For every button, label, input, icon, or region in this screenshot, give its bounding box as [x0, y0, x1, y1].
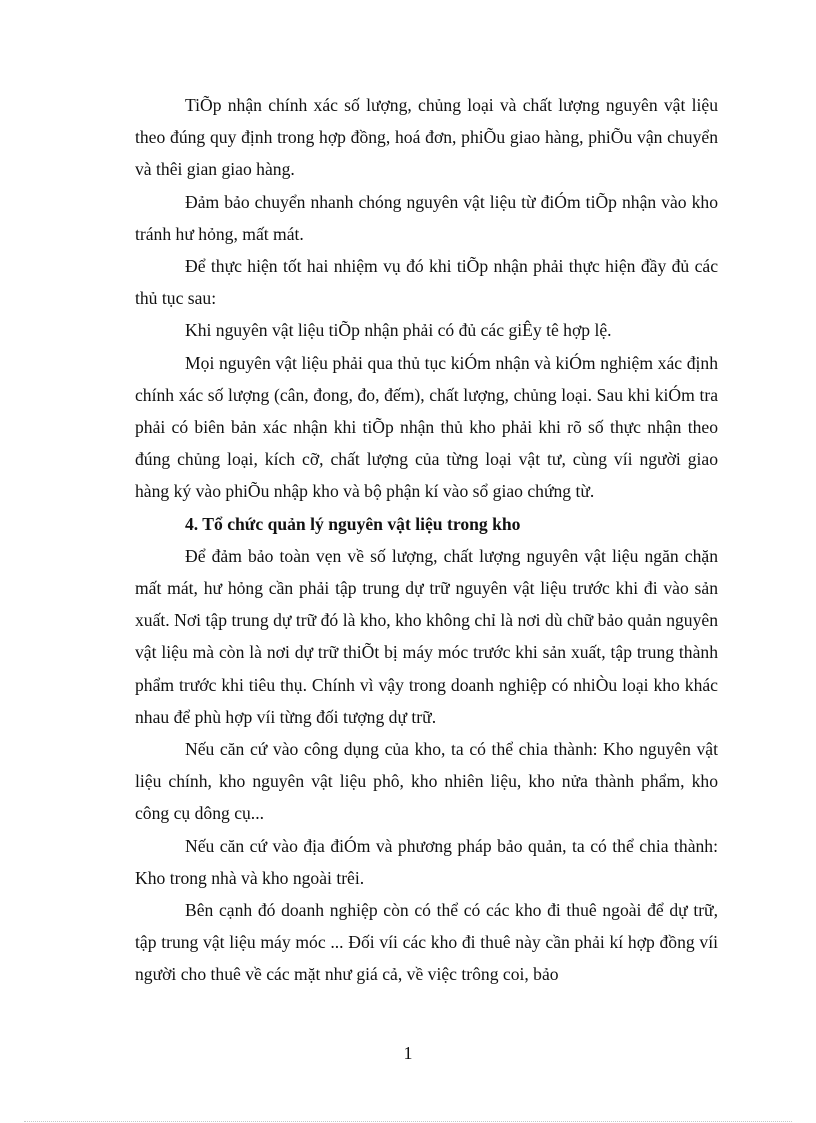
paragraph-receiving-accuracy: TiÕp nhận chính xác số lượng, chủng loại và chất lượng nguyên vật liệu theo đúng quy định trong hợp đồng, hoá đơn, phiÕu giao hàng, phiÕu vận chuyển và thêi gian giao hàng.	[135, 95, 718, 180]
paragraph-inspection: Mọi nguyên vật liệu phải qua thủ tục kiÓm nhận và kiÓm nghiệm xác định chính xác số lượng (cân, đong, đo, đếm), chất lượng, chủng loại. Sau khi kiÓm tra phải có biên bản xác nhận khi tiÕp nhận thủ kho phải khi rõ số thực nhận theo đúng chủng loại, kích cỡ, chất lượng của từng loại vật tư, cùng víi người giao hàng ký vào phiÕu nhập kho và bộ phận kí vào sổ giao chứng từ.	[135, 352, 718, 502]
paragraph-valid-documents: Khi nguyên vật liệu tiÕp nhận phải có đủ các giÊy tê hợp lệ.	[185, 320, 612, 341]
page-number: 1	[403, 1043, 413, 1063]
paragraph-procedures-intro: Để thực hiện tốt hai nhiệm vụ đó khi tiÕp nhận phải thực hiện đầy đủ các thủ tục sau:	[135, 256, 718, 309]
paragraph-warehouse-purpose: Để đảm bảo toàn vẹn về số lượng, chất lượng nguyên vật liệu ngăn chặn mất mát, hư hỏng cần phải tập trung dự trữ nguyên vật liệu trước khi đi vào sản xuất. Nơi tập trung dự trữ đó là kho, kho không chỉ là nơi dù chữ bảo quản nguyên vật liệu mà còn là nơi dự trữ thiÕt bị máy móc trước khi sản xuất, tập trung thành phẩm trước khi tiêu thụ. Chính vì vậy trong doanh nghiệp có nhiÒu loại kho khác nhau để phù hợp víi từng đối tượng dự trữ.	[135, 545, 718, 727]
document-body	[135, 89, 718, 991]
paragraph-fast-transfer: Đảm bảo chuyển nhanh chóng nguyên vật liệu từ điÓm tiÕp nhận vào kho tránh hư hỏng, mất mát.	[135, 191, 718, 244]
paragraph-warehouse-by-use: Nếu căn cứ vào công dụng của kho, ta có thể chia thành: Kho nguyên vật liệu chính, kho nguyên vật liệu phô, kho nhiên liệu, kho nửa thành phẩm, kho công cụ dông cụ...	[135, 739, 718, 824]
paragraph-warehouse-by-location: Nếu căn cứ vào địa điÓm và phương pháp bảo quản, ta có thể chia thành: Kho trong nhà và kho ngoài trêi.	[135, 835, 718, 888]
paragraph-rented-warehouse: Bên cạnh đó doanh nghiệp còn có thể có các kho đi thuê ngoài để dự trữ, tập trung vật liệu máy móc ... Đối víi các kho đi thuê này cần phải kí hợp đồng víi người cho thuê về các mặt như giá cả, về việc trông coi, bảo	[135, 900, 718, 985]
page-bottom-divider	[24, 1121, 792, 1122]
section-heading: 4. Tổ chức quản lý nguyên vật liệu trong kho	[185, 513, 521, 534]
